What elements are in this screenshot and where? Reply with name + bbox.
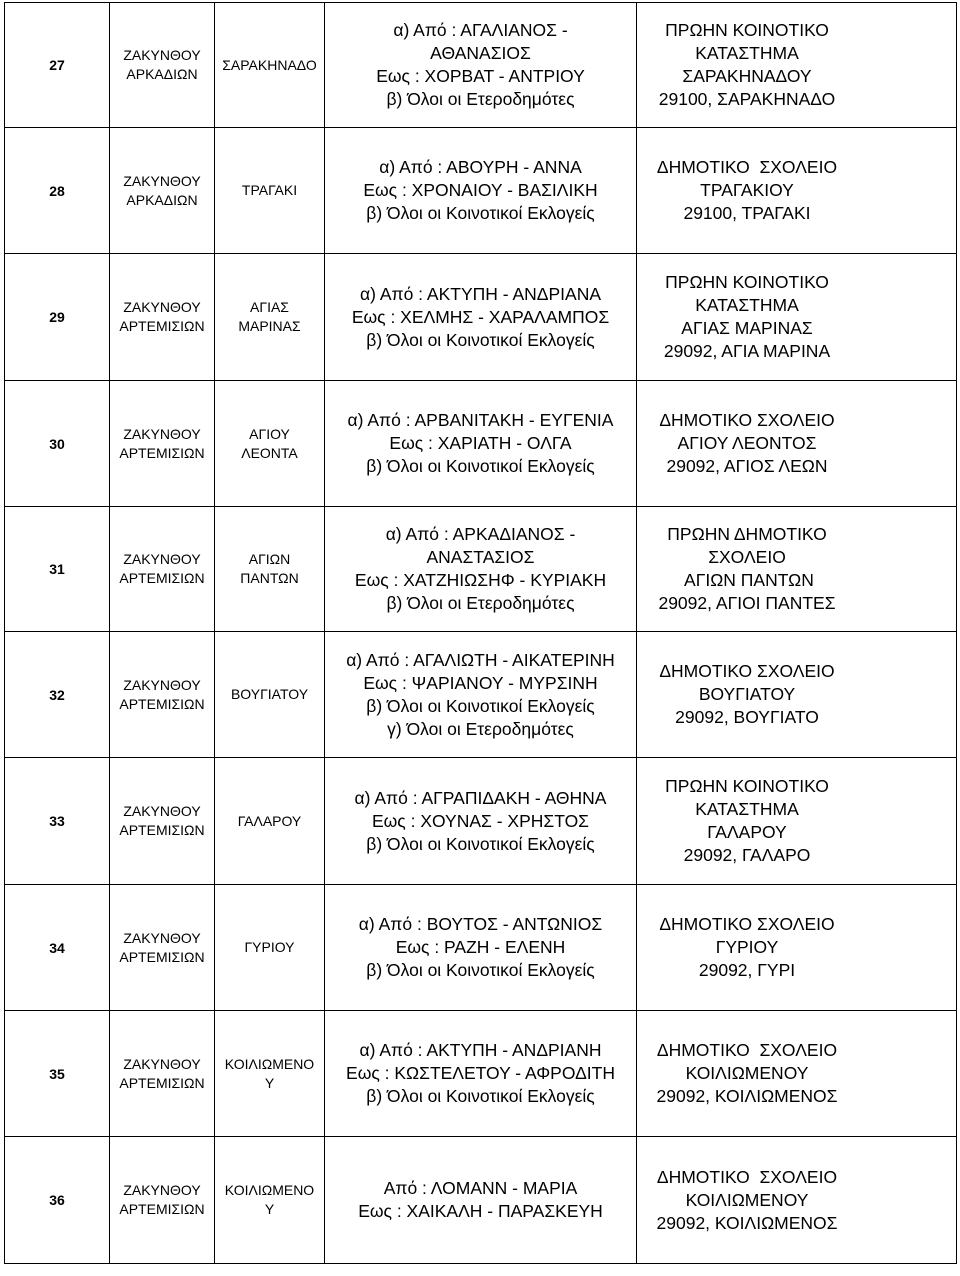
voter-range-line: β) Όλοι οι Κοινοτικοί Εκλογείς [366, 960, 595, 980]
voter-range-line: α) Από : ΒΟΥΤΟΣ - ΑΝΤΩΝΙΟΣ [358, 914, 603, 934]
polling-station-line: ΓΑΛΑΡΟΥ [707, 822, 787, 842]
voter-range-line: α) Από : ΑΚΤΥΠΗ - ΑΝΔΡΙΑΝΗ [359, 1040, 602, 1060]
polling-station-line: 29092, ΑΓΙΑ ΜΑΡΙΝΑ [663, 341, 831, 361]
voter-range-line: β) Όλοι οι Ετεροδημότες [386, 593, 575, 613]
locality-line: ΓΑΛΑΡΟΥ [237, 812, 302, 829]
voter-range-cell [325, 885, 637, 1011]
locality-line: ΠΑΝΤΩΝ [240, 570, 299, 586]
voter-range-line: α) Από : ΑΓΑΛΙΑΝΟΣ - [393, 20, 568, 40]
voter-range-line: Εως : ΧΡΟΝΑΙΟΥ - ΒΑΣΙΛΙΚΗ [363, 180, 598, 200]
municipality-cell [110, 632, 215, 758]
voter-range-cell [325, 3, 637, 128]
locality-line: ΒΟΥΓΙΑΤΟΥ [230, 686, 309, 702]
voter-range-line: α) Από : ΑΓΡΑΠΙΔΑΚΗ - ΑΘΗΝΑ [354, 787, 607, 808]
locality-cell [215, 3, 325, 128]
polling-station-cell [637, 381, 957, 507]
polling-station-line: ΑΓΙΩΝ ΠΑΝΤΩΝ [680, 570, 814, 590]
polling-station-cell [637, 758, 957, 885]
polling-station-line: ΚΟΙΛΙΩΜΕΝΟΥ [685, 1063, 809, 1083]
polling-station-line: 29092, ΚΟΙΛΙΩΜΕΝΟΣ [656, 1212, 838, 1233]
voter-range-line: β) Όλοι οι Κοινοτικοί Εκλογείς [366, 456, 595, 476]
polling-station-line: ΤΡΑΓΑΚΙΟΥ [700, 180, 794, 200]
voter-range-line: Εως : ΧΟΥΝΑΣ - ΧΡΗΣΤΟΣ [371, 810, 590, 831]
voter-range-line: α) Από : ΑΓΑΛΙΩΤΗ - ΑΙΚΑΤΕΡΙΝΗ [346, 649, 615, 670]
locality-line: Υ [264, 1201, 275, 1217]
voter-range-cell [325, 1137, 637, 1264]
locality-cell [215, 632, 325, 758]
voter-range-cell [325, 1011, 637, 1137]
polling-station-cell [637, 1137, 957, 1264]
table-row [5, 254, 957, 381]
table-row [5, 381, 957, 507]
polling-station-line: ΔΗΜΟΤΙΚΟ ΣΧΟΛΕΙΟ [659, 410, 835, 430]
locality-line: ΚΟΙΛΙΩΜΕΝΟ [224, 1055, 315, 1072]
polling-station-cell [637, 885, 957, 1011]
table-body [5, 3, 957, 1264]
locality-line: ΤΡΑΓΑΚΙ [241, 182, 298, 198]
table-row [5, 758, 957, 885]
polling-station-line: ΔΗΜΟΤΙΚΟ ΣΧΟΛΕΙΟ [656, 1040, 838, 1060]
locality-cell [215, 1137, 325, 1264]
polling-stations-table [4, 2, 957, 1264]
municipality-line: ΑΡΤΕΜΙΣΙΩΝ [119, 570, 205, 586]
polling-station-line: ΓΥΡΙΟΥ [715, 937, 779, 957]
polling-station-line: ΣΑΡΑΚΗΝΑΔΟΥ [682, 66, 812, 86]
polling-station-line: ΑΓΙΑΣ ΜΑΡΙΝΑΣ [681, 318, 813, 338]
voter-range-line: Εως : ΧΟΡΒΑΤ - ΑΝΤΡΙΟΥ [376, 66, 585, 86]
voter-range-cell [325, 758, 637, 885]
locality-cell [215, 507, 325, 632]
municipality-line: ΑΡΤΕΜΙΣΙΩΝ [119, 1074, 205, 1091]
polling-station-line: ΠΡΩΗΝ ΚΟΙΝΟΤΙΚΟ [665, 776, 829, 796]
polling-number-cell: 28 [5, 128, 110, 254]
municipality-cell [110, 381, 215, 507]
voter-range-line: Εως : ΧΑΤΖΗΙΩΣΗΦ - ΚΥΡΙΑΚΗ [354, 570, 607, 590]
voter-range-cell [325, 128, 637, 254]
voter-range-line: ΑΝΑΣΤΑΣΙΟΣ [426, 547, 535, 567]
polling-station-line: ΑΓΙΟΥ ΛΕΟΝΤΟΣ [677, 433, 817, 453]
table-row [5, 1137, 957, 1264]
polling-number-cell: 34 [5, 885, 110, 1011]
voter-range-line: γ) Όλοι οι Ετεροδημότες [387, 718, 574, 739]
municipality-line: ΑΡΚΑΔΙΩΝ [126, 66, 198, 82]
polling-station-line: ΔΗΜΟΤΙΚΟ ΣΧΟΛΕΙΟ [656, 157, 838, 177]
polling-station-line: ΠΡΩΗΝ ΚΟΙΝΟΤΙΚΟ [665, 272, 829, 292]
voter-range-line: α) Από : ΑΡΚΑΔΙΑΝΟΣ - [385, 524, 576, 544]
locality-cell [215, 254, 325, 381]
voter-range-line: β) Όλοι οι Κοινοτικοί Εκλογείς [366, 833, 595, 854]
polling-station-line: 29092, ΒΟΥΓΙΑΤΟ [675, 707, 819, 727]
polling-station-cell [637, 1011, 957, 1137]
municipality-line: ΖΑΚΥΝΘΟΥ [123, 425, 201, 442]
table-row [5, 128, 957, 254]
voter-range-line: β) Όλοι οι Κοινοτικοί Εκλογείς [366, 203, 595, 223]
municipality-cell [110, 885, 215, 1011]
municipality-line: ΑΡΤΕΜΙΣΙΩΝ [119, 444, 205, 461]
polling-station-line: ΚΑΤΑΣΤΗΜΑ [695, 799, 799, 819]
polling-station-line: ΠΡΩΗΝ ΚΟΙΝΟΤΙΚΟ [665, 20, 829, 40]
locality-line: ΚΟΙΛΙΩΜΕΝΟ [224, 1182, 315, 1198]
voter-range-line: ΑΘΑΝΑΣΙΟΣ [430, 43, 531, 63]
locality-cell [215, 381, 325, 507]
polling-station-line: 29092, ΓΑΛΑΡΟ [683, 845, 811, 865]
polling-station-line: ΚΑΤΑΣΤΗΜΑ [695, 295, 799, 315]
municipality-line: ΖΑΚΥΝΘΟΥ [123, 1055, 201, 1072]
polling-number-cell: 35 [5, 1011, 110, 1137]
municipality-line: ΖΑΚΥΝΘΟΥ [123, 1182, 201, 1198]
voter-range-cell [325, 381, 637, 507]
polling-station-line: ΚΑΤΑΣΤΗΜΑ [695, 43, 799, 63]
municipality-cell [110, 507, 215, 632]
table-row [5, 885, 957, 1011]
voter-range-line: Εως : ΡΑΖΗ - ΕΛΕΝΗ [395, 937, 566, 957]
locality-cell [215, 1011, 325, 1137]
voter-range-line: Εως : ΧΑΡΙΑΤΗ - ΟΛΓΑ [389, 433, 572, 453]
voter-range-line: β) Όλοι οι Κοινοτικοί Εκλογείς [366, 1086, 595, 1106]
polling-station-cell [637, 3, 957, 128]
locality-line: ΑΓΙΟΥ [249, 425, 290, 442]
locality-line: ΛΕΟΝΤΑ [241, 444, 298, 461]
voter-range-line: α) Από : ΑΒΟΥΡΗ - ΑΝΝΑ [379, 157, 582, 177]
voter-range-line: α) Από : ΑΡΒΑΝΙΤΑΚΗ - ΕΥΓΕΝΙΑ [347, 410, 614, 430]
polling-number-cell: 31 [5, 507, 110, 632]
municipality-line: ΖΑΚΥΝΘΟΥ [123, 929, 201, 946]
municipality-line: ΑΡΚΑΔΙΩΝ [126, 191, 198, 208]
polling-station-line: ΚΟΙΛΙΩΜΕΝΟΥ [685, 1189, 809, 1210]
locality-line: ΣΑΡΑΚΗΝΑΔΟ [222, 56, 317, 73]
voter-range-line: Εως : ΧΕΛΜΗΣ - ΧΑΡΑΛΑΜΠΟΣ [351, 306, 610, 327]
locality-line: ΓΥΡΙΟΥ [244, 939, 295, 955]
voter-range-cell [325, 507, 637, 632]
polling-station-line: ΔΗΜΟΤΙΚΟ ΣΧΟΛΕΙΟ [659, 661, 835, 681]
voter-range-line: Εως : ΨΑΡΙΑΝΟΥ - ΜΥΡΣΙΝΗ [363, 672, 598, 693]
municipality-line: ΑΡΤΕΜΙΣΙΩΝ [119, 948, 205, 965]
polling-station-line: ΠΡΩΗΝ ΔΗΜΟΤΙΚΟ [667, 524, 827, 544]
voter-range-line: α) Από : ΑΚΤΥΠΗ - ΑΝΔΡΙΑΝΑ [359, 283, 602, 304]
municipality-cell [110, 254, 215, 381]
polling-station-line: ΔΗΜΟΤΙΚΟ ΣΧΟΛΕΙΟ [659, 914, 835, 934]
voter-range-cell [325, 632, 637, 758]
voter-range-cell [325, 254, 637, 381]
polling-station-cell [637, 128, 957, 254]
locality-cell [215, 885, 325, 1011]
polling-station-cell [637, 632, 957, 758]
municipality-cell [110, 3, 215, 128]
polling-station-cell [637, 507, 957, 632]
polling-station-line: 29092, ΚΟΙΛΙΩΜΕΝΟΣ [656, 1086, 838, 1106]
voter-range-line: β) Όλοι οι Κοινοτικοί Εκλογείς [366, 695, 595, 716]
voter-range-line: Εως : ΚΩΣΤΕΛΕΤΟΥ - ΑΦΡΟΔΙΤΗ [346, 1063, 615, 1083]
municipality-line: ΑΡΤΕΜΙΣΙΩΝ [119, 318, 205, 334]
polling-number-cell: 27 [5, 3, 110, 128]
locality-line: ΜΑΡΙΝΑΣ [238, 318, 301, 334]
municipality-line: ΖΑΚΥΝΘΟΥ [123, 172, 201, 189]
municipality-line: ΖΑΚΥΝΘΟΥ [123, 47, 201, 63]
polling-station-line: 29092, ΑΓΙΟΙ ΠΑΝΤΕΣ [658, 593, 836, 613]
locality-line: ΑΓΙΩΝ [248, 551, 291, 567]
polling-station-line: 29092, ΑΓΙΟΣ ΛΕΩΝ [666, 456, 828, 476]
polling-number-cell: 29 [5, 254, 110, 381]
municipality-line: ΖΑΚΥΝΘΟΥ [123, 551, 201, 567]
municipality-line: ΖΑΚΥΝΘΟΥ [123, 676, 201, 693]
polling-number-cell: 30 [5, 381, 110, 507]
locality-line: ΑΓΙΑΣ [250, 299, 289, 315]
locality-cell [215, 758, 325, 885]
municipality-cell [110, 1011, 215, 1137]
municipality-cell [110, 758, 215, 885]
municipality-cell [110, 1137, 215, 1264]
voter-range-line: Εως : ΧΑΙΚΑΛΗ - ΠΑΡΑΣΚΕΥΗ [358, 1201, 603, 1221]
polling-station-line: ΔΗΜΟΤΙΚΟ ΣΧΟΛΕΙΟ [656, 1166, 838, 1187]
voter-range-line: β) Όλοι οι Ετεροδημότες [386, 89, 575, 109]
polling-station-line: ΣΧΟΛΕΙΟ [708, 547, 786, 567]
table-row [5, 632, 957, 758]
polling-station-line: 29100, ΣΑΡΑΚΗΝΑΔΟ [658, 89, 836, 109]
table-row [5, 3, 957, 128]
polling-number-cell: 33 [5, 758, 110, 885]
municipality-line: ΖΑΚΥΝΘΟΥ [123, 803, 201, 819]
polling-number-cell: 32 [5, 632, 110, 758]
municipality-line: ΑΡΤΕΜΙΣΙΩΝ [119, 695, 205, 712]
polling-station-line: 29100, ΤΡΑΓΑΚΙ [683, 203, 811, 223]
municipality-line: ΖΑΚΥΝΘΟΥ [123, 299, 201, 315]
voter-range-line: β) Όλοι οι Κοινοτικοί Εκλογείς [366, 329, 595, 350]
locality-line: Υ [264, 1074, 275, 1091]
polling-number-cell: 36 [5, 1137, 110, 1264]
municipality-line: ΑΡΤΕΜΙΣΙΩΝ [119, 822, 205, 838]
polling-station-line: ΒΟΥΓΙΑΤΟΥ [698, 684, 796, 704]
polling-station-cell [637, 254, 957, 381]
table-row [5, 507, 957, 632]
municipality-line: ΑΡΤΕΜΙΣΙΩΝ [119, 1201, 205, 1217]
municipality-cell [110, 128, 215, 254]
polling-station-line: 29092, ΓΥΡΙ [698, 960, 796, 980]
locality-cell [215, 128, 325, 254]
voter-range-line: Από : ΛΟΜΑΝΝ - ΜΑΡΙΑ [383, 1178, 578, 1198]
table-row [5, 1011, 957, 1137]
